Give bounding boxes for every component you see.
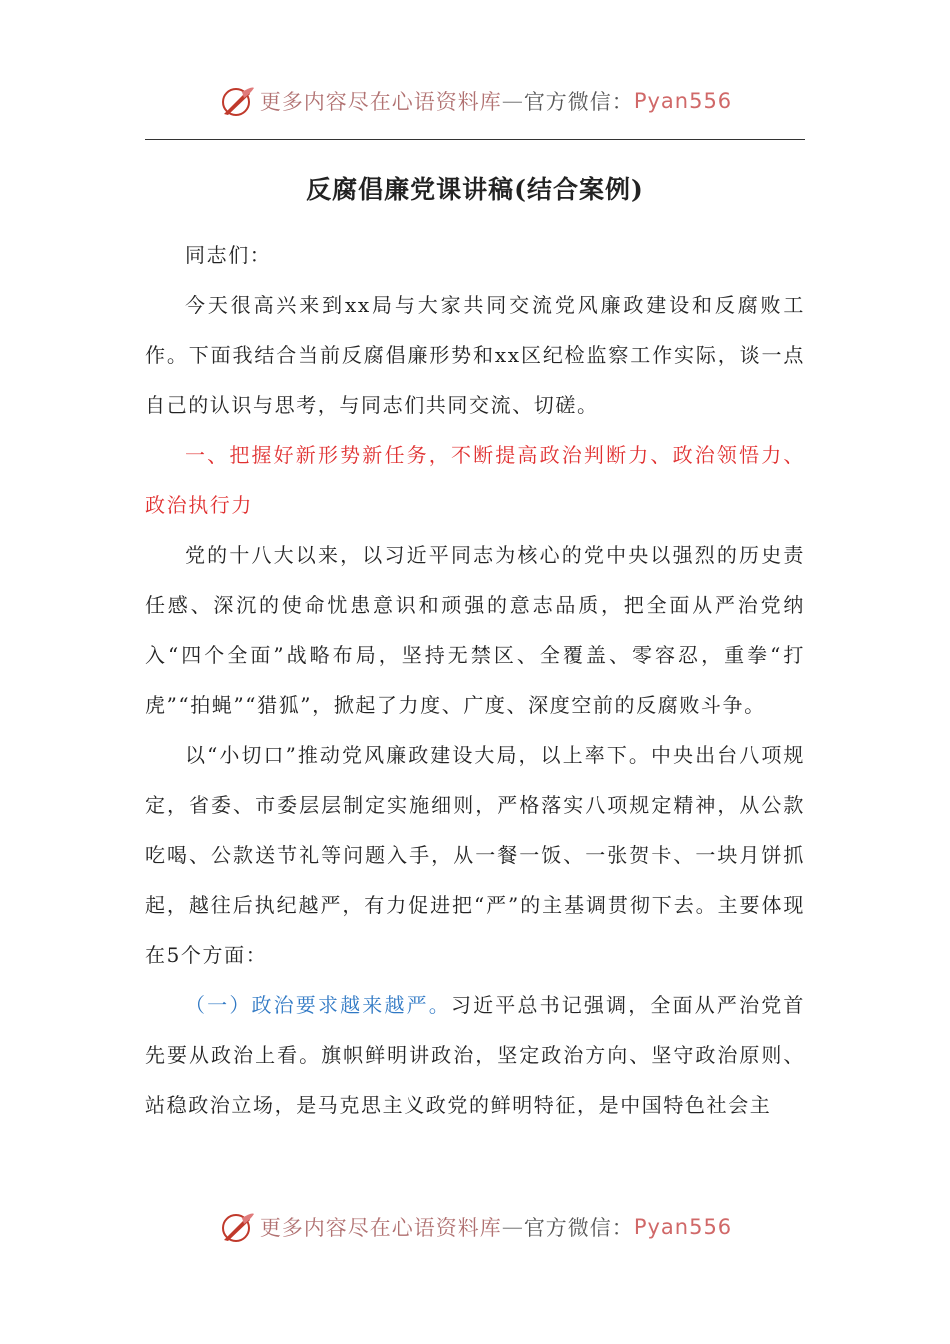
banner-separator: —: [501, 1215, 524, 1239]
subsection-heading-1: （一）政治要求越来越严。: [185, 993, 451, 1017]
intro-paragraph: 今天很高兴来到xx局与大家共同交流党风廉政建设和反腐败工作。下面我结合当前反腐倡廉形势和xx区纪检监察工作实际，谈一点自己的认识与思考，与同志们共同交流、切磋。: [145, 293, 805, 417]
header-watermark-banner: [0, 84, 950, 118]
banner-text: 更多内容尽在心语资料库: [259, 90, 502, 114]
subsection-paragraph-1: [145, 980, 805, 1130]
banner-wechat-id: Pyan556: [633, 89, 733, 113]
body-paragraph-2: 以“小切口”推动党风廉政建设大局，以上率下。中央出台八项规定，省委、市委层层制定实施细则，严格落实八项规定精神，从公款吃喝、公款送节礼等问题入手，从一餐一饭、一张贺卡、一块月饼抓起，越往后执纪越严，有力促进把“严”的主基调贯彻下去。主要体现在5个方面：: [145, 743, 805, 967]
document-title: 反腐倡廉党课讲稿(结合案例): [306, 175, 644, 204]
banner-separator: —: [501, 89, 524, 113]
banner-text: 更多内容尽在心语资料库: [259, 1216, 502, 1240]
section-heading-1: 一、把握好新形势新任务，不断提高政治判断力、政治领悟力、政治执行力: [145, 443, 805, 517]
header-rule: [145, 139, 805, 140]
subsection-text-1: 习近平总书记强调，全面从严治党首先要从政治上看。旗帜鲜明讲政治，坚定政治方向、坚守政治原则、站稳政治立场，是马克思主义政党的鲜明特征，是中国特色社会主: [145, 993, 805, 1117]
document-body: [145, 230, 805, 1130]
quill-logo-icon: [218, 84, 256, 118]
banner-wechat-id: Pyan556: [633, 1215, 733, 1239]
salutation: 同志们：: [185, 243, 272, 267]
body-paragraph-1: 党的十八大以来，以习近平同志为核心的党中央以强烈的历史责任感、深沉的使命忧患意识和顽强的意志品质，把全面从严治党纳入“四个全面”战略布局，坚持无禁区、全覆盖、零容忍，重拳“打虎”“拍蝇”“猎狐”，掀起了力度、广度、深度空前的反腐败斗争。: [145, 543, 805, 717]
banner-wechat-label: 官方微信：: [523, 1216, 634, 1240]
banner-wechat-label: 官方微信：: [523, 90, 634, 114]
footer-watermark-banner: [0, 1210, 950, 1244]
quill-logo-icon: [218, 1210, 256, 1244]
